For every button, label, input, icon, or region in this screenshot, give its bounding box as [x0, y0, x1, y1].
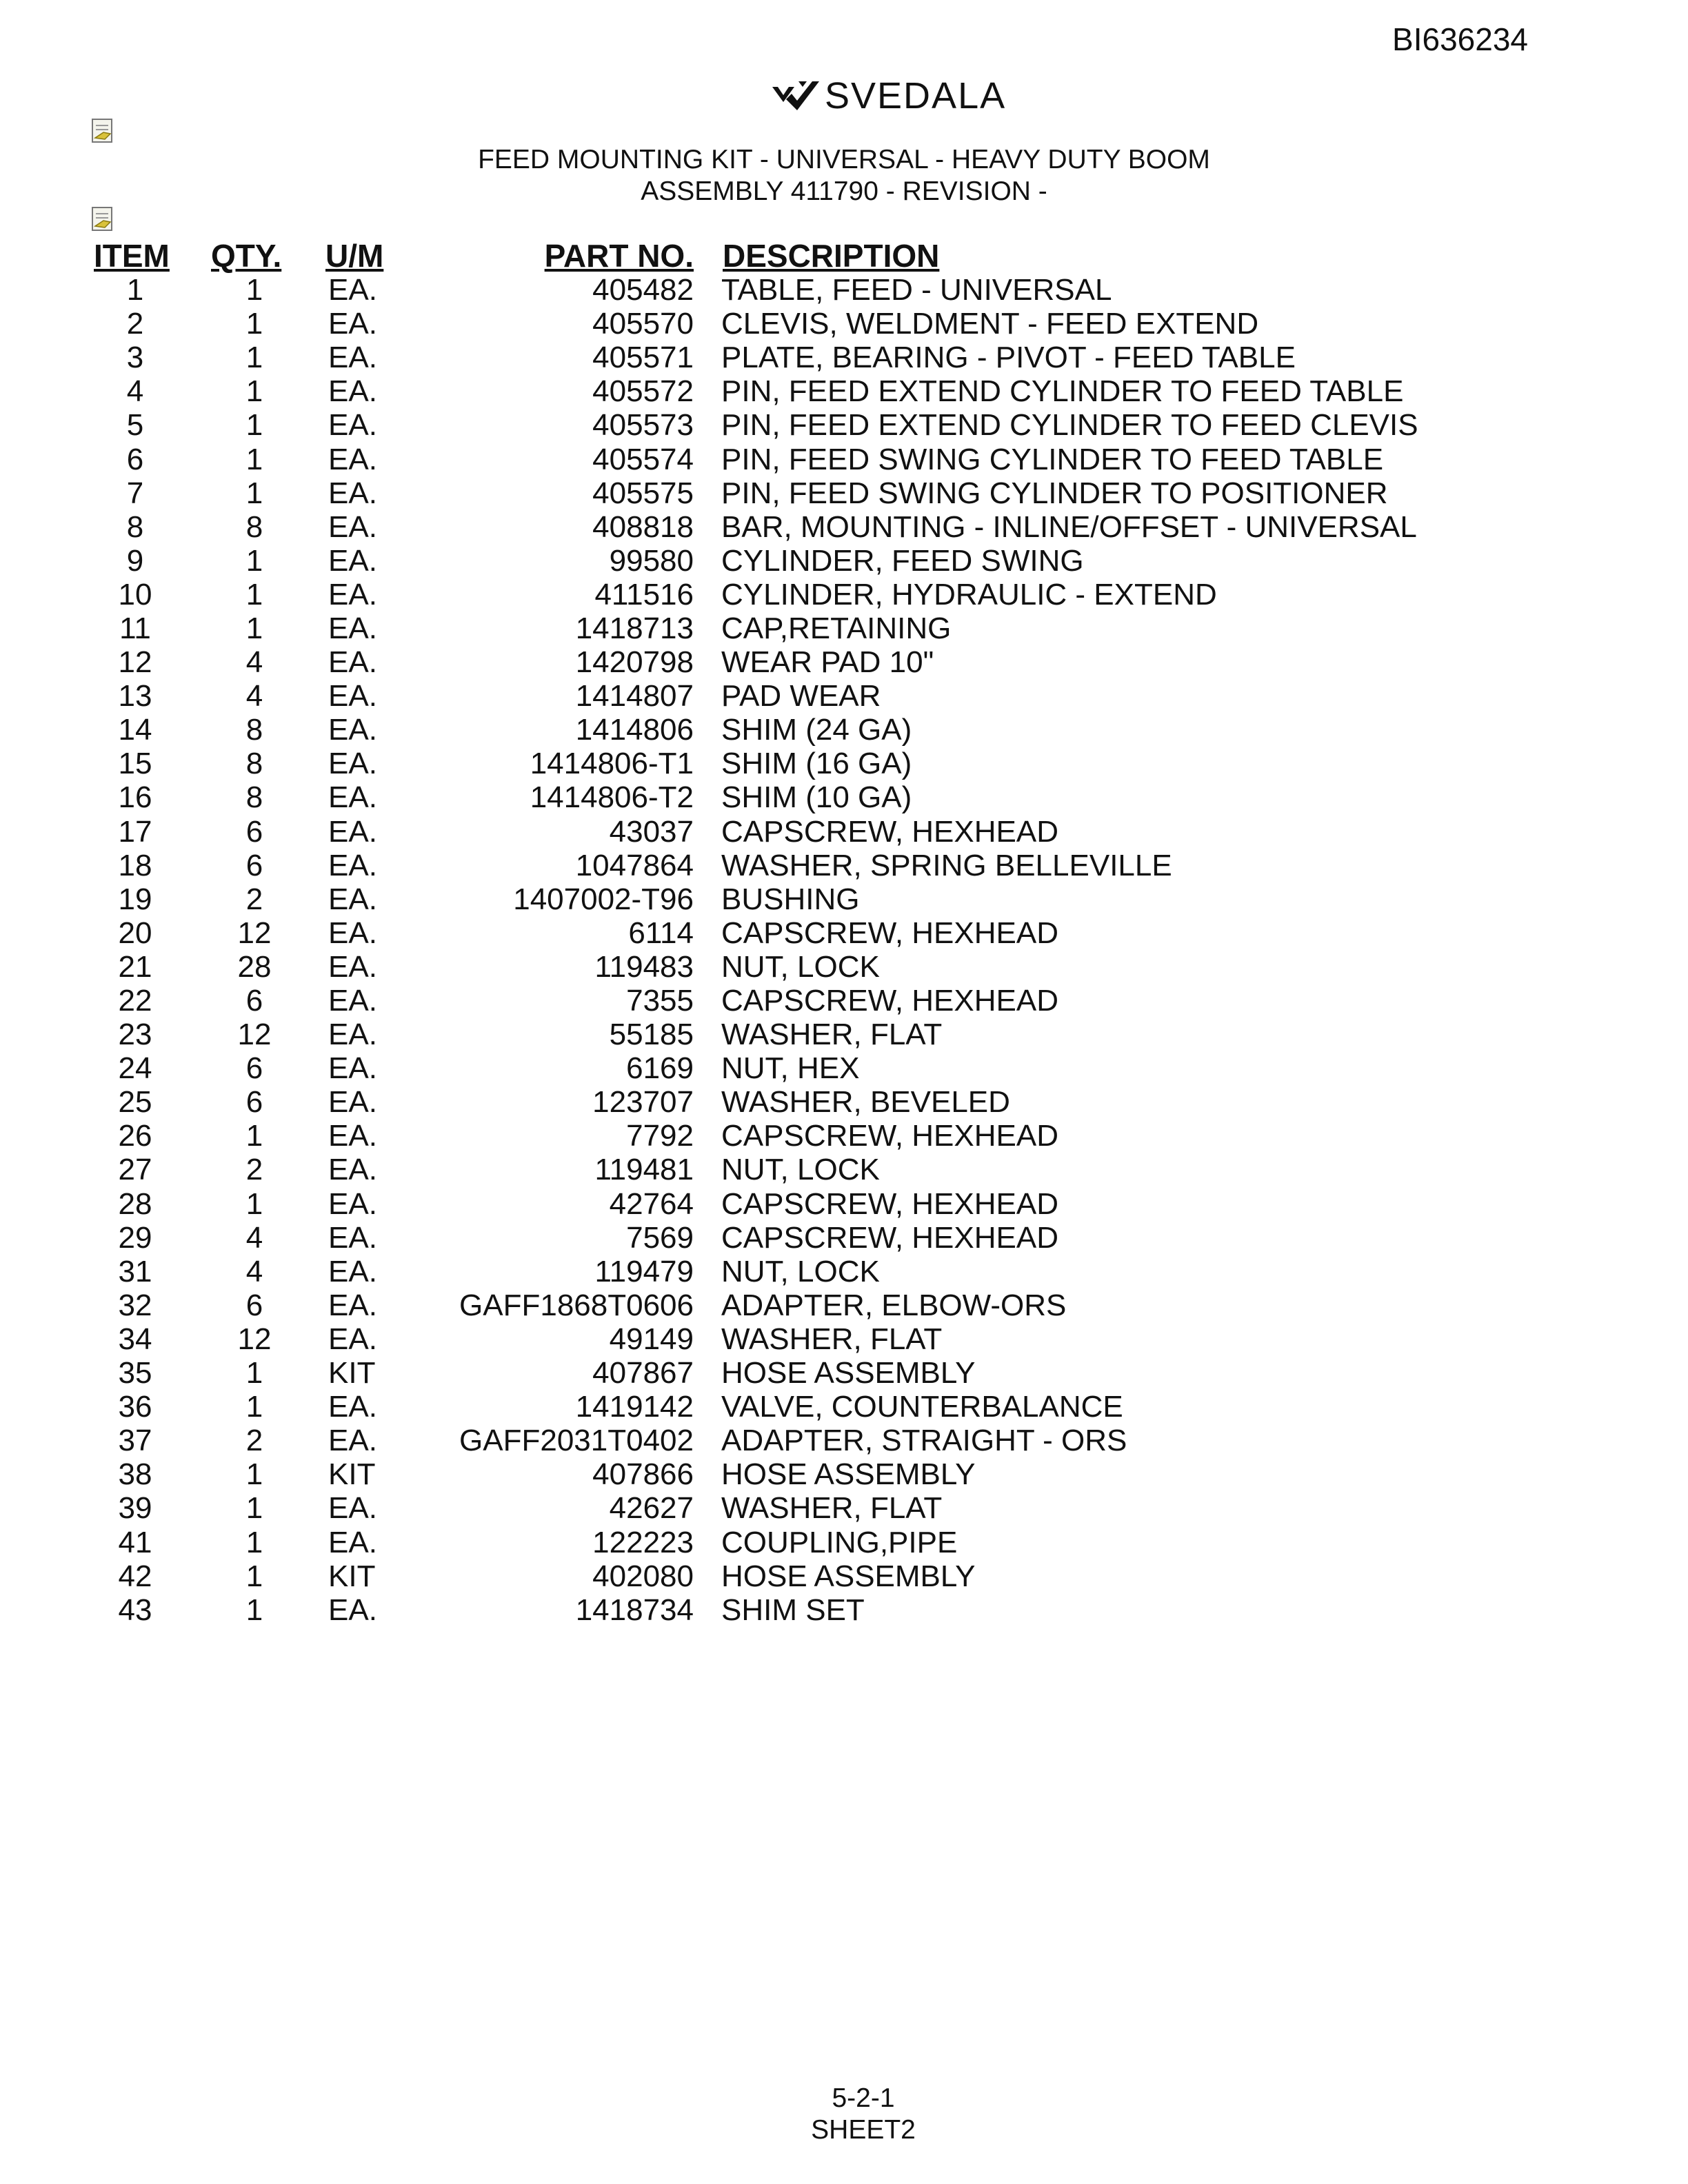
quantity: 2 — [245, 1153, 263, 1187]
table-row — [87, 1491, 1481, 1525]
item-number: 27 — [118, 1153, 152, 1187]
unit-of-measure: EA. — [328, 543, 377, 578]
part-number: 1418713 — [575, 611, 694, 645]
part-number: 6169 — [626, 1051, 694, 1086]
table-row — [87, 679, 1481, 713]
quantity: 1 — [245, 543, 263, 578]
description: SHIM (16 GA) — [721, 747, 912, 781]
item-number: 18 — [118, 848, 152, 882]
quantity: 8 — [245, 509, 263, 544]
table-row — [87, 780, 1481, 814]
part-number: 123707 — [592, 1085, 694, 1120]
item-number: 32 — [118, 1288, 152, 1322]
table-row — [87, 1356, 1481, 1390]
unit-of-measure: EA. — [328, 476, 377, 510]
table-row — [87, 341, 1481, 374]
item-number: 37 — [118, 1424, 152, 1458]
quantity: 6 — [245, 984, 263, 1018]
description: HOSE ASSEMBLY — [721, 1457, 976, 1492]
table-row — [87, 1255, 1481, 1288]
quantity: 6 — [245, 1085, 263, 1120]
quantity: 6 — [245, 1288, 263, 1322]
quantity: 6 — [245, 848, 263, 882]
quantity: 1 — [245, 341, 263, 375]
description: ADAPTER, ELBOW-ORS — [721, 1288, 1067, 1322]
quantity: 1 — [245, 476, 263, 510]
quantity: 8 — [245, 780, 263, 815]
description: PIN, FEED EXTEND CYLINDER TO FEED TABLE — [721, 374, 1404, 409]
table-row — [87, 1119, 1481, 1153]
part-number: 405574 — [592, 442, 694, 476]
unit-of-measure: EA. — [328, 645, 377, 680]
header-description: DESCRIPTION — [723, 238, 940, 274]
quantity: 2 — [245, 882, 263, 916]
description: CAP,RETAINING — [721, 611, 952, 645]
quantity: 4 — [245, 679, 263, 714]
part-number: GAFF2031T0402 — [459, 1424, 694, 1458]
unit-of-measure: EA. — [328, 1085, 377, 1120]
part-number: 405571 — [592, 341, 694, 375]
unit-of-measure: EA. — [328, 747, 377, 781]
description: PIN, FEED SWING CYLINDER TO POSITIONER — [721, 476, 1388, 510]
item-number: 5 — [126, 408, 144, 443]
table-row — [87, 1593, 1481, 1627]
quantity: 2 — [245, 1424, 263, 1458]
quantity: 8 — [245, 713, 263, 747]
item-number: 8 — [126, 509, 144, 544]
table-row — [87, 476, 1481, 510]
description: SHIM SET — [721, 1593, 865, 1627]
quantity: 6 — [245, 1051, 263, 1086]
part-number: 1414807 — [575, 679, 694, 714]
part-number: 1407002-T96 — [513, 882, 694, 916]
part-number: 405482 — [592, 273, 694, 307]
description: CAPSCREW, HEXHEAD — [721, 1119, 1058, 1153]
part-number: 405575 — [592, 476, 694, 510]
description: CYLINDER, FEED SWING — [721, 543, 1084, 578]
item-number: 43 — [118, 1593, 152, 1627]
item-number: 28 — [118, 1186, 152, 1221]
header-item: ITEM — [94, 238, 170, 274]
item-number: 2 — [126, 307, 144, 341]
unit-of-measure: EA. — [328, 1018, 377, 1052]
header-part-no: PART NO. — [544, 238, 694, 274]
table-row — [87, 1322, 1481, 1356]
quantity: 12 — [237, 916, 272, 950]
unit-of-measure: EA. — [328, 984, 377, 1018]
item-number: 17 — [118, 814, 152, 849]
quantity: 1 — [245, 1525, 263, 1559]
item-number: 23 — [118, 1018, 152, 1052]
item-number: 10 — [118, 577, 152, 611]
table-row — [87, 950, 1481, 984]
item-number: 24 — [118, 1051, 152, 1086]
description: NUT, LOCK — [721, 1153, 880, 1187]
unit-of-measure: EA. — [328, 341, 377, 375]
unit-of-measure: EA. — [328, 1119, 377, 1153]
table-row — [87, 578, 1481, 611]
unit-of-measure: EA. — [328, 1491, 377, 1526]
unit-of-measure: EA. — [328, 1424, 377, 1458]
unit-of-measure: EA. — [328, 1254, 377, 1288]
table-row — [87, 747, 1481, 780]
table-row — [87, 273, 1481, 307]
unit-of-measure: EA. — [328, 1051, 377, 1086]
description: BAR, MOUNTING - INLINE/OFFSET - UNIVERSAL — [721, 509, 1417, 544]
description: CAPSCREW, HEXHEAD — [721, 984, 1058, 1018]
unit-of-measure: EA. — [328, 1288, 377, 1322]
description: PIN, FEED EXTEND CYLINDER TO FEED CLEVIS — [721, 408, 1418, 443]
item-number: 4 — [126, 374, 144, 409]
part-number: 119479 — [594, 1254, 694, 1288]
item-number: 7 — [126, 476, 144, 510]
part-number: 42764 — [609, 1186, 694, 1221]
quantity: 4 — [245, 1254, 263, 1288]
quantity: 1 — [245, 611, 263, 645]
table-row — [87, 1051, 1481, 1085]
unit-of-measure: EA. — [328, 814, 377, 849]
sheet-label: SHEET2 — [811, 2115, 916, 2145]
item-number: 6 — [126, 442, 144, 476]
item-number: 22 — [118, 984, 152, 1018]
quantity: 28 — [237, 949, 272, 984]
table-row — [87, 916, 1481, 950]
unit-of-measure: EA. — [328, 713, 377, 747]
note-icon[interactable] — [90, 117, 117, 145]
header-um: U/M — [325, 238, 384, 274]
item-number: 3 — [126, 341, 144, 375]
description: WASHER, FLAT — [721, 1018, 943, 1052]
description: COUPLING,PIPE — [721, 1525, 958, 1559]
table-row — [87, 1221, 1481, 1255]
table-row — [87, 1390, 1481, 1424]
table-row — [87, 1424, 1481, 1457]
description: CAPSCREW, HEXHEAD — [721, 1220, 1058, 1255]
quantity: 1 — [245, 1119, 263, 1153]
description: CLEVIS, WELDMENT - FEED EXTEND — [721, 307, 1259, 341]
description: CYLINDER, HYDRAULIC - EXTEND — [721, 577, 1217, 611]
item-number: 11 — [119, 611, 151, 645]
unit-of-measure: EA. — [328, 611, 377, 645]
part-number: 42627 — [609, 1491, 694, 1526]
quantity: 1 — [245, 442, 263, 476]
quantity: 6 — [245, 814, 263, 849]
quantity: 1 — [245, 374, 263, 409]
part-number: 402080 — [592, 1559, 694, 1593]
unit-of-measure: EA. — [328, 1220, 377, 1255]
part-number: 7792 — [626, 1119, 694, 1153]
item-number: 35 — [118, 1356, 152, 1391]
item-number: 21 — [118, 949, 152, 984]
unit-of-measure: EA. — [328, 374, 377, 409]
part-number: GAFF1868T0606 — [459, 1288, 694, 1322]
part-number: 1414806-T1 — [530, 747, 694, 781]
part-number: 407867 — [592, 1356, 694, 1391]
unit-of-measure: EA. — [328, 408, 377, 443]
table-row — [87, 544, 1481, 578]
table-row — [87, 442, 1481, 476]
table-header-row — [87, 234, 1481, 273]
description: CAPSCREW, HEXHEAD — [721, 916, 1058, 950]
part-number: 1414806-T2 — [530, 780, 694, 815]
description: NUT, HEX — [721, 1051, 860, 1086]
description: WASHER, BEVELED — [721, 1085, 1010, 1120]
quantity: 4 — [245, 1220, 263, 1255]
part-number: 405570 — [592, 307, 694, 341]
table-row — [87, 408, 1481, 442]
quantity: 12 — [237, 1322, 272, 1356]
item-number: 29 — [118, 1220, 152, 1255]
item-number: 38 — [118, 1457, 152, 1492]
item-number: 25 — [118, 1085, 152, 1120]
description: NUT, LOCK — [721, 1254, 880, 1288]
table-row — [87, 1153, 1481, 1186]
item-number: 34 — [118, 1322, 152, 1356]
part-number: 7569 — [626, 1220, 694, 1255]
description: ADAPTER, STRAIGHT - ORS — [721, 1424, 1127, 1458]
quantity: 1 — [245, 307, 263, 341]
table-row — [87, 1018, 1481, 1051]
description: HOSE ASSEMBLY — [721, 1559, 976, 1593]
part-number: 122223 — [592, 1525, 694, 1559]
item-number: 39 — [118, 1491, 152, 1526]
unit-of-measure: EA. — [328, 916, 377, 950]
page-number: 5-2-1 — [832, 2083, 895, 2113]
table-row — [87, 1085, 1481, 1119]
svedala-chevron-logo-icon — [771, 79, 823, 113]
table-row — [87, 510, 1481, 544]
unit-of-measure: EA. — [328, 307, 377, 341]
description: WASHER, FLAT — [721, 1491, 943, 1526]
quantity: 12 — [237, 1018, 272, 1052]
unit-of-measure: EA. — [328, 949, 377, 984]
part-number: 411516 — [594, 577, 694, 611]
item-number: 12 — [118, 645, 152, 680]
item-number: 36 — [118, 1390, 152, 1424]
item-number: 41 — [118, 1525, 152, 1559]
unit-of-measure: EA. — [328, 1322, 377, 1356]
table-row — [87, 984, 1481, 1018]
description: HOSE ASSEMBLY — [721, 1356, 976, 1391]
description: NUT, LOCK — [721, 949, 880, 984]
description: BUSHING — [721, 882, 860, 916]
quantity: 1 — [245, 1457, 263, 1492]
part-number: 405573 — [592, 408, 694, 443]
quantity: 1 — [245, 273, 263, 307]
quantity: 1 — [245, 1559, 263, 1593]
item-number: 26 — [118, 1119, 152, 1153]
unit-of-measure: EA. — [328, 1186, 377, 1221]
item-number: 19 — [118, 882, 152, 916]
document-id: BI636234 — [1392, 21, 1528, 57]
quantity: 1 — [245, 1356, 263, 1391]
table-row — [87, 1457, 1481, 1491]
table-row — [87, 882, 1481, 916]
description: PAD WEAR — [721, 679, 881, 714]
description: WASHER, SPRING BELLEVILLE — [721, 848, 1172, 882]
unit-of-measure: KIT — [328, 1457, 376, 1492]
part-number: 1419142 — [575, 1390, 694, 1424]
quantity: 1 — [245, 577, 263, 611]
unit-of-measure: EA. — [328, 1153, 377, 1187]
description: VALVE, COUNTERBALANCE — [721, 1390, 1123, 1424]
table-row — [87, 307, 1481, 341]
part-number: 405572 — [592, 374, 694, 409]
table-row — [87, 1525, 1481, 1559]
description: WEAR PAD 10" — [721, 645, 934, 680]
description: PIN, FEED SWING CYLINDER TO FEED TABLE — [721, 442, 1384, 476]
part-number: 7355 — [626, 984, 694, 1018]
item-number: 16 — [118, 780, 152, 815]
unit-of-measure: EA. — [328, 848, 377, 882]
item-number: 31 — [118, 1254, 152, 1288]
part-number: 119483 — [594, 949, 694, 984]
description: TABLE, FEED - UNIVERSAL — [721, 273, 1112, 307]
unit-of-measure: EA. — [328, 273, 377, 307]
quantity: 1 — [245, 1491, 263, 1526]
unit-of-measure: KIT — [328, 1559, 376, 1593]
item-number: 42 — [118, 1559, 152, 1593]
unit-of-measure: KIT — [328, 1356, 376, 1391]
unit-of-measure: EA. — [328, 1390, 377, 1424]
unit-of-measure: EA. — [328, 1593, 377, 1627]
part-number: 43037 — [609, 814, 694, 849]
parts-list-table — [87, 234, 1481, 1627]
quantity: 4 — [245, 645, 263, 680]
parts-list-body — [87, 273, 1481, 1627]
description: WASHER, FLAT — [721, 1322, 943, 1356]
table-row — [87, 611, 1481, 645]
part-number: 407866 — [592, 1457, 694, 1492]
table-row — [87, 374, 1481, 408]
item-number: 15 — [118, 747, 152, 781]
description: PLATE, BEARING - PIVOT - FEED TABLE — [721, 341, 1296, 375]
part-number: 408818 — [592, 509, 694, 544]
unit-of-measure: EA. — [328, 780, 377, 815]
part-number: 55185 — [609, 1018, 694, 1052]
unit-of-measure: EA. — [328, 679, 377, 714]
unit-of-measure: EA. — [328, 577, 377, 611]
table-row — [87, 1288, 1481, 1322]
description: SHIM (10 GA) — [721, 780, 912, 815]
item-number: 9 — [126, 543, 144, 578]
assembly-number: ASSEMBLY 411790 - REVISION - — [641, 176, 1047, 206]
part-number: 119481 — [594, 1153, 694, 1187]
table-row — [87, 1187, 1481, 1221]
description: SHIM (24 GA) — [721, 713, 912, 747]
description: CAPSCREW, HEXHEAD — [721, 814, 1058, 849]
description: CAPSCREW, HEXHEAD — [721, 1186, 1058, 1221]
quantity: 1 — [245, 1390, 263, 1424]
svedala-logo — [771, 74, 1006, 117]
table-row — [87, 815, 1481, 849]
quantity: 8 — [245, 747, 263, 781]
unit-of-measure: EA. — [328, 442, 377, 476]
unit-of-measure: EA. — [328, 1525, 377, 1559]
quantity: 1 — [245, 1186, 263, 1221]
item-number: 14 — [118, 713, 152, 747]
quantity: 1 — [245, 1593, 263, 1627]
unit-of-measure: EA. — [328, 882, 377, 916]
note-icon[interactable] — [90, 205, 117, 233]
part-number: 1418734 — [575, 1593, 694, 1627]
part-number: 1420798 — [575, 645, 694, 680]
header-qty: QTY. — [211, 238, 282, 274]
item-number: 1 — [126, 273, 144, 307]
part-number: 1414806 — [575, 713, 694, 747]
unit-of-measure: EA. — [328, 509, 377, 544]
item-number: 20 — [118, 916, 152, 950]
table-row — [87, 713, 1481, 747]
part-number: 99580 — [609, 543, 694, 578]
quantity: 1 — [245, 408, 263, 443]
table-row — [87, 645, 1481, 679]
logo-text: SVEDALA — [825, 75, 1007, 117]
part-number: 49149 — [609, 1322, 694, 1356]
part-number: 6114 — [628, 916, 694, 950]
item-number: 13 — [118, 679, 152, 714]
table-row — [87, 1559, 1481, 1593]
part-number: 1047864 — [575, 848, 694, 882]
assembly-title: FEED MOUNTING KIT - UNIVERSAL - HEAVY DUTY BOOM — [478, 145, 1210, 174]
table-row — [87, 849, 1481, 882]
